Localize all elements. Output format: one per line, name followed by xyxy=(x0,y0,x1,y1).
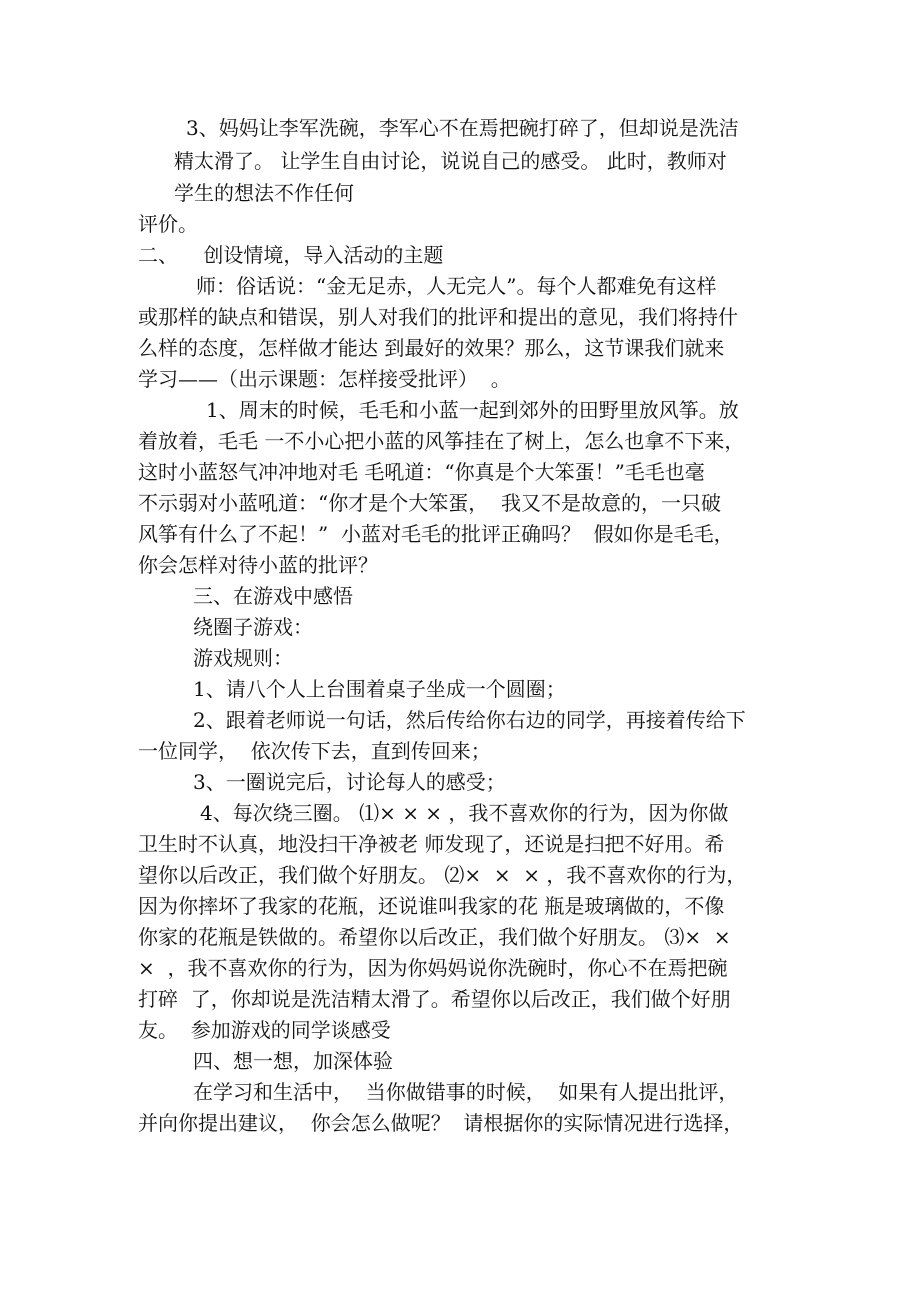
text-line: 着放着，毛毛 一不小心把小蓝的风筝挂在了树上，怎么也拿不下来， xyxy=(138,429,745,453)
text-line: 你会怎样对待小蓝的批评？ xyxy=(138,553,378,577)
text-line: 游戏规则： xyxy=(193,646,293,670)
section-heading: 四、想一想，加深体验 xyxy=(193,1049,393,1073)
text-line: 望你以后改正，我们做个好朋友。 ⑵× × × ，我不喜欢你的行为， xyxy=(138,863,747,887)
list-item: 3、一圈说完后，讨论每人的感受； xyxy=(193,770,506,794)
text-line: 不示弱对小蓝吼道：“你才是个大笨蛋， 我又不是故意的，一只破 xyxy=(138,491,721,515)
text-line: 你家的花瓶是铁做的。希望你以后改正，我们做个好朋友。 ⑶× × xyxy=(138,925,731,949)
text-line: 评价。 xyxy=(138,212,198,236)
text-line: 这时小蓝怒气冲冲地对毛 毛吼道：“你真是个大笨蛋！”毛毛也毫 xyxy=(138,460,705,484)
list-item: 2、跟着老师说一句话，然后传给你右边的同学，再接着传给下 xyxy=(193,708,746,732)
text-line: 精太滑了。 让学生自由讨论，说说自己的感受。 此时，教师对 xyxy=(174,149,727,173)
text-line: 卫生时不认真，地没扫干净被老 师发现了，还说是扫把不好用。希 xyxy=(138,832,725,856)
text-line: 师：俗话说：“金无足赤，人无完人”。每个人都难免有这样 xyxy=(196,274,717,298)
text-line: 或那样的缺点和错误，别人对我们的批评和提出的意见，我们将持什 xyxy=(138,305,738,329)
text-line: 绕圈子游戏： xyxy=(193,615,313,639)
section-heading: 二、 创设情境，导入活动的主题 xyxy=(138,243,444,267)
text-line: × ，我不喜欢你的行为，因为你妈妈说你洗碗时，你心不在焉把碗 xyxy=(138,956,728,980)
text-line: 3、妈妈让李军洗碗，李军心不在焉把碗打碎了，但却说是洗洁 xyxy=(186,116,739,140)
text-line: 打碎 了，你却说是洗洁精太滑了。希望你以后改正，我们做个好朋 xyxy=(138,987,731,1011)
text-line: 在学习和生活中， 当你做错事的时候， 如果有人提出批评， xyxy=(193,1080,739,1104)
text-line: 风筝有什么了不起！” 小蓝对毛毛的批评正确吗？ 假如你是毛毛， xyxy=(138,522,734,546)
list-item: 4、每次绕三圈。 ⑴× × × ，我不喜欢你的行为，因为你做 xyxy=(200,801,729,825)
text-line: 1、周末的时候，毛毛和小蓝一起到郊外的田野里放风筝。放 xyxy=(206,398,739,422)
text-line: 友。 参加游戏的同学谈感受 xyxy=(138,1018,391,1042)
text-line: 并向你提出建议， 你会怎么做呢？ 请根据你的实际情况进行选择， xyxy=(138,1111,744,1135)
list-item: 1、请八个人上台围着桌子坐成一个圆圈； xyxy=(193,677,566,701)
text-line: 学生的想法不作任何 xyxy=(174,181,354,205)
text-line: 因为你摔坏了我家的花瓶，还说谁叫我家的花 瓶是玻璃做的，不像 xyxy=(138,894,725,918)
text-line: 学习——（出示课题：怎样接受批评） 。 xyxy=(138,367,511,391)
text-line: 一位同学， 依次传下去，直到传回来； xyxy=(138,739,491,763)
section-heading: 三、在游戏中感悟 xyxy=(193,584,353,608)
text-line: 么样的态度，怎样做才能达 到最好的效果？那么，这节课我们就来 xyxy=(138,336,725,360)
